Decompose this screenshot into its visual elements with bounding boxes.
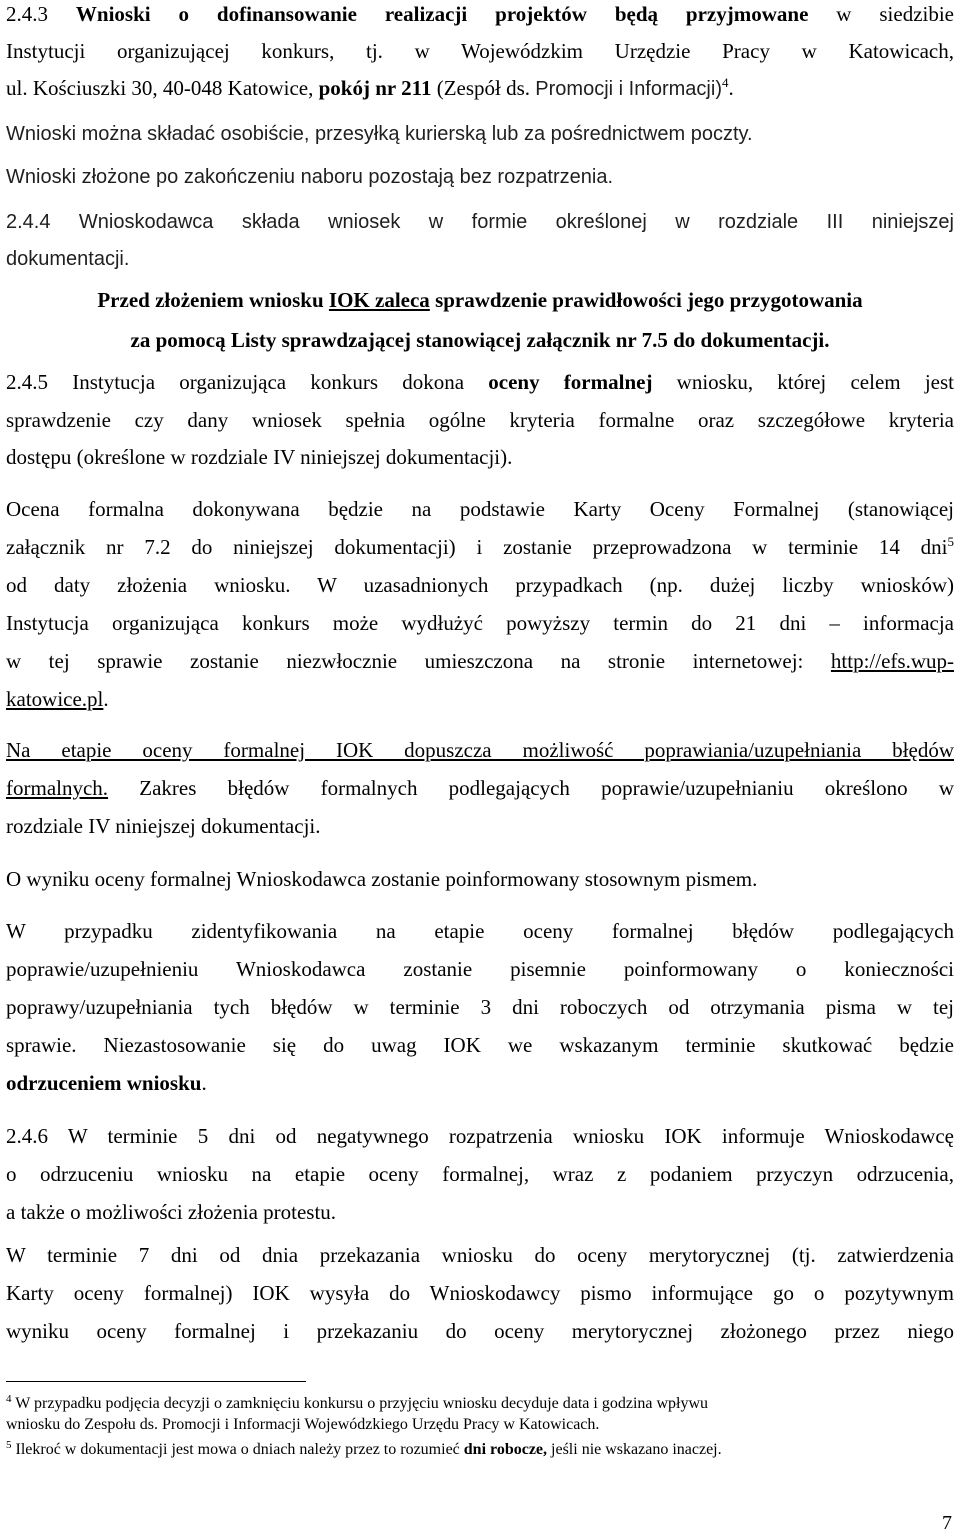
notification-line-3: wyniku oceny formalnej i przekazaniu do oceny merytorycznej złożonego przez niego — [6, 1319, 954, 1343]
section-2-4-6-line-1: 2.4.6 W terminie 5 dni od negatywnego rozpatrzenia wniosku IOK informuje Wnioskodawcę — [6, 1124, 954, 1148]
section-2-4-3-line-4: Wnioski można składać osobiście, przesyłką kurierską lub za pośrednictwem poczty. — [6, 123, 753, 145]
recommendation-line-2: za pomocą Listy sprawdzającej stanowiącej załącznik nr 7.5 do dokumentacji. — [130, 328, 830, 352]
section-2-4-4-line-2: dokumentacji. — [6, 248, 130, 270]
section-2-4-3-line-3: ul. Kościuszki 30, 40-048 Katowice, pokój nr 211 (Zespół ds. Promocji i Informacji)$^4$. — [6, 75, 734, 100]
errors-line-2: poprawie/uzupełnieniu Wnioskodawca zostanie pisemnie poinformowany o konieczności — [6, 957, 954, 981]
formal-assessment-line-2: załącznik nr 7.2 do niniejszej dokumentacji) i zostanie przeprowadzona w terminie 14 dni$^5$ — [6, 534, 954, 559]
recommendation-line-1: Przed złożeniem wniosku IOK zaleca sprawdzenie prawidłowości jego przygotowania — [97, 288, 863, 312]
result-notice-line: O wyniku oceny formalnej Wnioskodawca zostanie poinformowany stosownym pismem. — [6, 867, 758, 891]
section-2-4-3-line-5: Wnioski złożone po zakończeniu naboru pozostają bez rozpatrzenia. — [6, 166, 614, 188]
efs-wup-link[interactable]: http://efs.wup- — [830, 649, 954, 673]
notification-line-1: W terminie 7 dni od dnia przekazania wniosku do oceny merytorycznej (tj. zatwierdzenia — [6, 1243, 954, 1267]
correction-line-2: formalnych. Zakres błędów formalnych podlegających poprawie/uzupełnianiu określono w — [6, 776, 954, 800]
footnote-5: $^5$ Ilekroć w dokumentacji jest mowa o dniach należy przez to rozumieć dni robocze, jeśli nie wskazano inaczej. — [6, 1439, 722, 1458]
formal-assessment-line-4: Instytucja organizująca konkurs może wydłużyć powyższy termin do 21 dni – informacja — [6, 611, 954, 635]
formal-assessment-line-6: katowice.pl. — [6, 687, 109, 711]
footnote-ref-4: 4 — [721, 75, 729, 90]
formal-assessment-line-5: w tej sprawie zostanie niezwłocznie umieszczona na stronie internetowej: http://efs.wup- — [6, 649, 954, 673]
footnote-4-line-2: wniosku do Zespołu ds. Promocji i Informacji Wojewódzkiego Urzędu Pracy w Katowicach. — [6, 1416, 600, 1433]
footnote-ref-5: 5 — [947, 534, 954, 549]
page-number: 7 — [942, 1512, 952, 1534]
footnote-separator — [6, 1381, 306, 1382]
section-2-4-5-line-2: sprawdzenie czy dany wniosek spełnia ogólne kryteria formalne oraz szczegółowe kryteria — [6, 408, 954, 432]
correction-line-1: Na etapie oceny formalnej IOK dopuszcza możliwość poprawiania/uzupełniania błędów — [6, 738, 954, 762]
footnote-4-line-1: $^4$ W przypadku podjęcia decyzji o zamknięciu konkursu o przyjęciu wniosku decyduje data i godzina wpływu — [6, 1393, 709, 1412]
errors-line-5: odrzuceniem wniosku. — [6, 1071, 207, 1095]
section-2-4-6-line-3: a także o możliwości złożenia protestu. — [6, 1200, 337, 1224]
section-2-4-3-line-2: Instytucji organizującej konkurs, tj. w Wojewódzkim Urzędzie Pracy w Katowicach, — [6, 39, 954, 63]
correction-line-3: rozdziale IV niniejszej dokumentacji. — [6, 814, 321, 838]
notification-line-2: Karty oceny formalnej) IOK wysyła do Wnioskodawcy pismo informujące go o pozytywnym — [6, 1281, 954, 1305]
section-2-4-5-line-1: 2.4.5 Instytucja organizująca konkurs dokona oceny formalnej wniosku, której celem jest — [6, 370, 954, 394]
formal-assessment-line-1: Ocena formalna dokonywana będzie na podstawie Karty Oceny Formalnej (stanowiącej — [6, 497, 954, 521]
section-2-4-5-line-3: dostępu (określone w rozdziale IV niniejszej dokumentacji). — [6, 445, 513, 469]
errors-line-1: W przypadku zidentyfikowania na etapie oceny formalnej błędów podlegających — [6, 919, 954, 943]
errors-line-3: poprawy/uzupełniania tych błędów w terminie 3 dni roboczych od otrzymania pisma w tej — [6, 995, 954, 1019]
errors-line-4: sprawie. Niezastosowanie się do uwag IOK we wskazanym terminie skutkować będzie — [6, 1033, 954, 1057]
efs-wup-link-continued[interactable]: katowice.pl — [6, 687, 104, 711]
section-2-4-4-line-1: 2.4.4 Wnioskodawca składa wniosek w formie określonej w rozdziale III niniejszej — [6, 211, 954, 233]
section-2-4-6-line-2: o odrzuceniu wniosku na etapie oceny formalnej, wraz z podaniem przyczyn odrzucenia, — [6, 1162, 954, 1186]
section-2-4-3-line-1: 2.4.3 Wnioski o dofinansowanie realizacji projektów będą przyjmowane w siedzibie — [6, 2, 954, 26]
formal-assessment-line-3: od daty złożenia wniosku. W uzasadnionych przypadkach (np. dużej liczby wniosków) — [6, 573, 954, 597]
